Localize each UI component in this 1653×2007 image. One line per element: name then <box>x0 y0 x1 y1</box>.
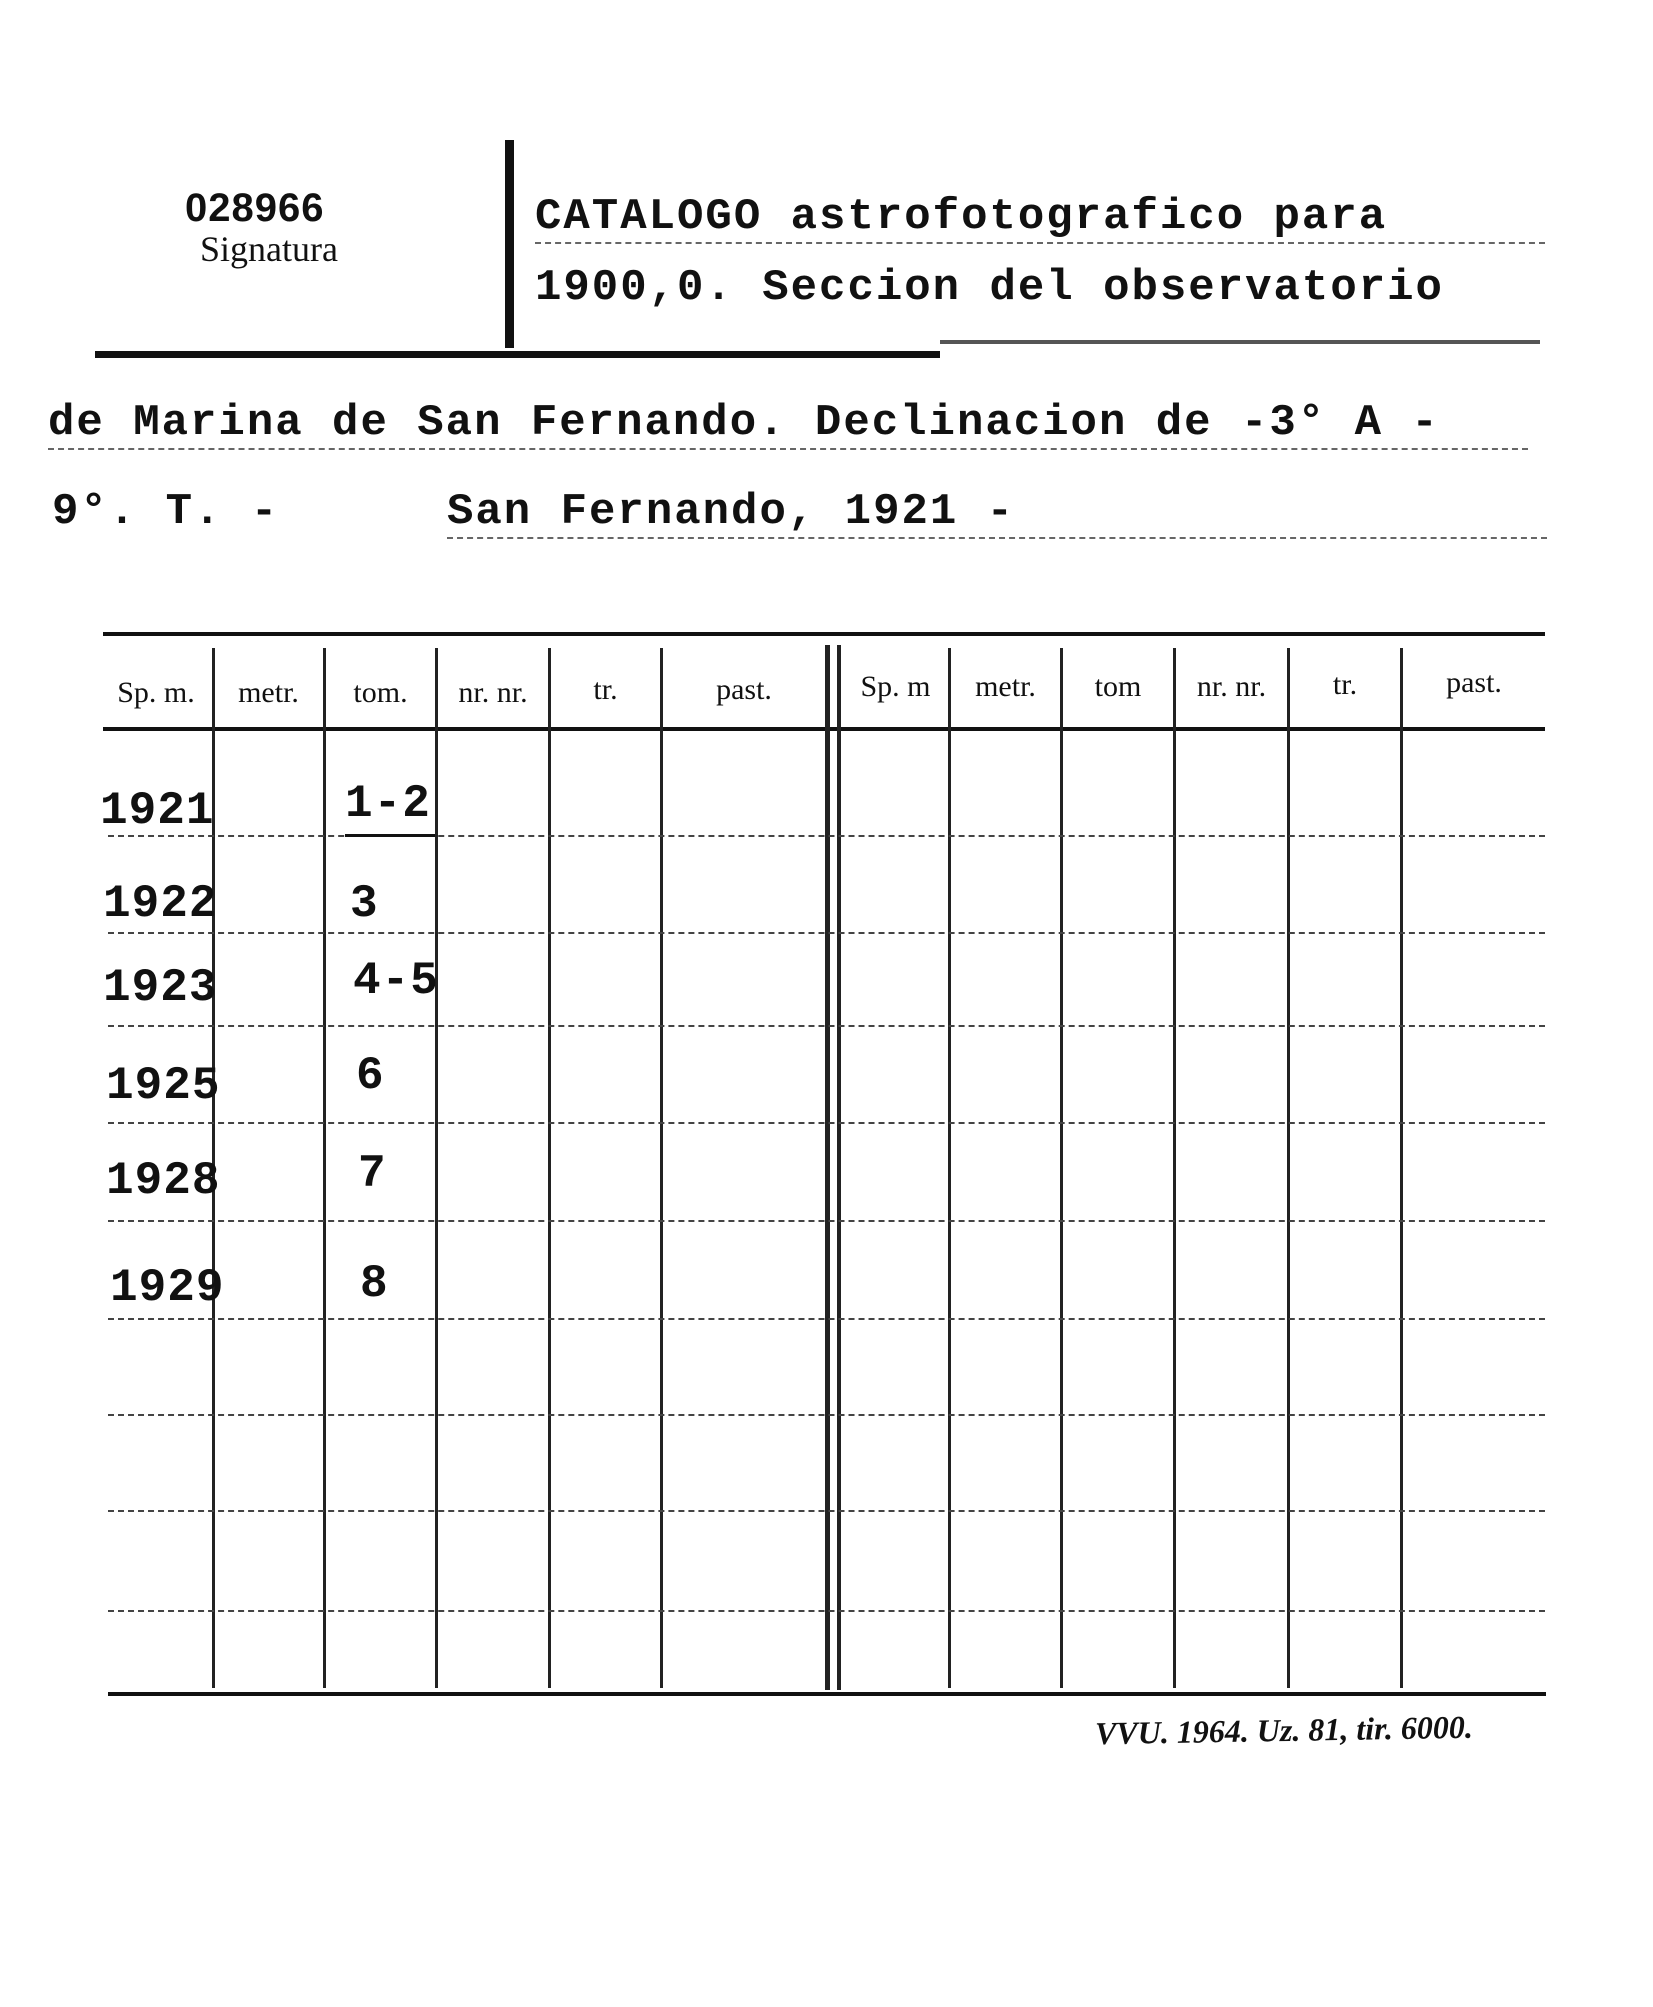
col-line <box>948 648 951 1688</box>
title-line-1: CATALOGO astrofotografico para <box>535 192 1545 244</box>
row-year: 1922 <box>103 878 218 930</box>
col-header: past. <box>716 673 772 706</box>
row-line <box>108 932 1545 934</box>
col-header: tom. <box>353 676 408 709</box>
row-line <box>108 1122 1545 1124</box>
row-line <box>108 1025 1545 1027</box>
printer-note: VVU. 1964. Uz. 81, tir. 6000. <box>1094 1708 1474 1752</box>
title-line-5: San Fernando, 1921 - <box>447 487 1547 539</box>
col-line <box>1060 648 1063 1688</box>
row-line <box>108 1414 1545 1416</box>
signatura-label: Signatura <box>200 229 338 269</box>
col-header: Sp. m <box>860 670 931 703</box>
row-tom: 3 <box>350 878 379 930</box>
col-line <box>548 648 551 1688</box>
row-year: 1923 <box>103 962 218 1014</box>
table-top-border <box>103 632 1545 636</box>
row-tom: 4-5 <box>353 955 439 1007</box>
header-rule <box>95 351 940 358</box>
col-header: tom <box>1094 670 1142 703</box>
col-header: metr. <box>238 676 299 709</box>
row-tom: 1-2 <box>345 778 431 830</box>
row-line <box>108 835 1545 837</box>
row-year: 1925 <box>106 1060 221 1112</box>
col-line <box>1173 648 1176 1688</box>
col-line <box>435 648 438 1688</box>
header-divider <box>505 140 514 348</box>
col-line <box>1400 648 1403 1688</box>
row-line <box>108 1510 1545 1512</box>
table-bottom-border <box>108 1692 1546 1696</box>
col-header: tr. <box>593 673 618 706</box>
col-header: tr. <box>1332 668 1358 701</box>
col-line <box>660 648 663 1688</box>
col-header: nr. nr. <box>1196 670 1267 703</box>
center-double-line <box>825 645 830 1690</box>
center-double-line <box>837 645 841 1690</box>
col-header: nr. nr. <box>458 676 528 709</box>
row-year: 1928 <box>106 1155 221 1207</box>
title-line-3: de Marina de San Fernando. Declinacion de -3° A - <box>48 398 1528 450</box>
row-tom: 6 <box>356 1050 385 1102</box>
tom-underline <box>345 834 435 837</box>
title-line-2: 1900,0. Seccion del observatorio <box>535 263 1444 313</box>
col-line <box>1287 648 1290 1688</box>
row-line <box>108 1610 1545 1612</box>
table-header-border <box>103 727 1545 731</box>
row-year: 1929 <box>110 1262 225 1314</box>
col-header: past. <box>1446 666 1502 699</box>
col-header: metr. <box>975 670 1036 703</box>
col-header: Sp. m. <box>117 676 195 709</box>
row-year: 1921 <box>100 785 215 837</box>
row-tom: 7 <box>358 1148 387 1200</box>
signatura-number: 028966 <box>185 186 325 230</box>
row-line <box>108 1220 1545 1222</box>
row-tom: 8 <box>360 1258 389 1310</box>
header-rule-faint <box>940 340 1540 344</box>
row-line <box>108 1318 1545 1320</box>
col-line <box>323 648 326 1688</box>
title-line-4: 9°. T. - <box>52 487 280 537</box>
